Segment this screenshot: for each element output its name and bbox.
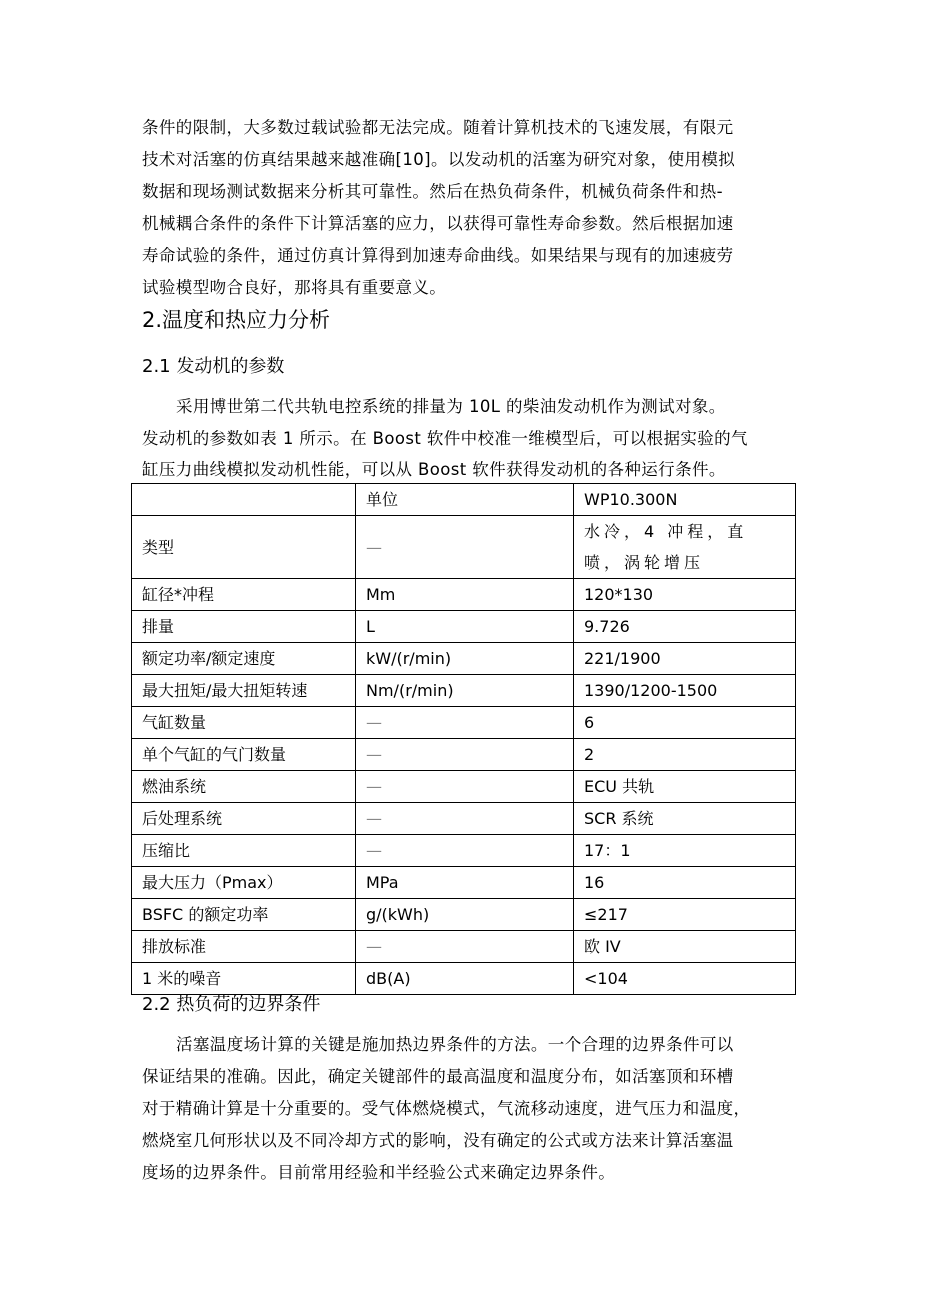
table-cell: —: [356, 707, 574, 739]
table-header-cell: WP10.300N: [574, 484, 796, 516]
text-line: 条件的限制，大多数过载试验都无法完成。随着计算机技术的飞速发展，有限元: [142, 118, 734, 137]
table-row: [132, 707, 796, 739]
table-cell: —: [356, 835, 574, 867]
table-header-cell: [132, 484, 356, 516]
text-line: 寿命试验的条件，通过仿真计算得到加速寿命曲线。如果结果与现有的加速疲劳: [142, 246, 734, 265]
table-cell: BSFC 的额定功率: [132, 899, 356, 931]
table-header-cell: 单位: [356, 484, 574, 516]
section-2-2-heading: 2.2 热负荷的边界条件: [142, 994, 321, 1015]
table-cell: Mm: [356, 579, 574, 611]
table-row: [132, 516, 796, 579]
table-cell: 类型: [132, 516, 356, 579]
table-cell: 最大压力（Pmax）: [132, 867, 356, 899]
table-cell: 燃油系统: [132, 771, 356, 803]
table-cell: —: [356, 739, 574, 771]
table-cell: 1 米的噪音: [132, 963, 356, 995]
text-line: 度场的边界条件。目前常用经验和半经验公式来确定边界条件。: [142, 1163, 616, 1182]
table-row: [132, 835, 796, 867]
table-cell: 排量: [132, 611, 356, 643]
table-row: [132, 803, 796, 835]
table-row: [132, 867, 796, 899]
text-line: 发动机的参数如表 1 所示。在 Boost 软件中校准一维模型后，可以根据实验的气: [142, 429, 748, 448]
table-cell: g/(kWh): [356, 899, 574, 931]
table-row: [132, 931, 796, 963]
table-cell: —: [356, 803, 574, 835]
table-cell: —: [356, 771, 574, 803]
table-cell: 17：1: [574, 835, 796, 867]
text-line: 数据和现场测试数据来分析其可靠性。然后在热负荷条件，机械负荷条件和热-: [142, 182, 723, 201]
table-cell: —: [356, 516, 574, 579]
table-cell: 额定功率/额定速度: [132, 643, 356, 675]
table-cell: ≤217: [574, 899, 796, 931]
text-line: 保证结果的准确。因此，确定关键部件的最高温度和温度分布，如活塞顶和环槽: [142, 1067, 734, 1086]
text-line: 燃烧室几何形状以及不同冷却方式的影响，没有确定的公式或方法来计算活塞温: [142, 1131, 734, 1150]
text-line: 活塞温度场计算的关键是施加热边界条件的方法。一个合理的边界条件可以: [176, 1035, 734, 1054]
table-row: [132, 643, 796, 675]
table-cell: 单个气缸的气门数量: [132, 739, 356, 771]
table-row: [132, 611, 796, 643]
table-row: [132, 899, 796, 931]
table-cell: L: [356, 611, 574, 643]
text-line: 技术对活塞的仿真结果越来越准确[10]。以发动机的活塞为研究对象，使用模拟: [142, 150, 736, 169]
table-row: [132, 579, 796, 611]
text-line: 采用博世第二代共轨电控系统的排量为 10L 的柴油发动机作为测试对象。: [176, 397, 726, 416]
table-cell: —: [356, 931, 574, 963]
section-2-1-heading: 2.1 发动机的参数: [142, 356, 285, 377]
table-cell: 排放标准: [132, 931, 356, 963]
table-row: [132, 675, 796, 707]
text-line: 试验模型吻合良好，那将具有重要意义。: [142, 278, 447, 297]
table-cell: <104: [574, 963, 796, 995]
table-header-row: [132, 484, 796, 516]
table-row: [132, 739, 796, 771]
table-cell: 压缩比: [132, 835, 356, 867]
table-cell: 2: [574, 739, 796, 771]
table-cell: 221/1900: [574, 643, 796, 675]
table-row: [132, 771, 796, 803]
table-cell: ECU 共轨: [574, 771, 796, 803]
table-cell: 欧 IV: [574, 931, 796, 963]
table-cell: 1390/1200-1500: [574, 675, 796, 707]
table-cell: 16: [574, 867, 796, 899]
table-cell: 9.726: [574, 611, 796, 643]
text-line: 缸压力曲线模拟发动机性能，可以从 Boost 软件获得发动机的各种运行条件。: [142, 460, 726, 479]
table-row: [132, 963, 796, 995]
table-cell: 6: [574, 707, 796, 739]
table-cell: 后处理系统: [132, 803, 356, 835]
table-cell: MPa: [356, 867, 574, 899]
section-2-heading: 2.温度和热应力分析: [142, 308, 331, 332]
table-cell: 水冷，4 冲程，直喷，涡轮增压: [574, 516, 796, 579]
table-cell: Nm/(r/min): [356, 675, 574, 707]
table-cell: 气缸数量: [132, 707, 356, 739]
engine-parameters-table: [131, 483, 796, 995]
text-line: 机械耦合条件的条件下计算活塞的应力，以获得可靠性寿命参数。然后根据加速: [142, 214, 734, 233]
table-cell: dB(A): [356, 963, 574, 995]
table-cell: kW/(r/min): [356, 643, 574, 675]
table-cell: SCR 系统: [574, 803, 796, 835]
table-cell: 最大扭矩/最大扭矩转速: [132, 675, 356, 707]
text-line: 对于精确计算是十分重要的。受气体燃烧模式，气流移动速度，进气压力和温度，: [142, 1099, 751, 1118]
table-cell: 120*130: [574, 579, 796, 611]
table-cell: 缸径*冲程: [132, 579, 356, 611]
